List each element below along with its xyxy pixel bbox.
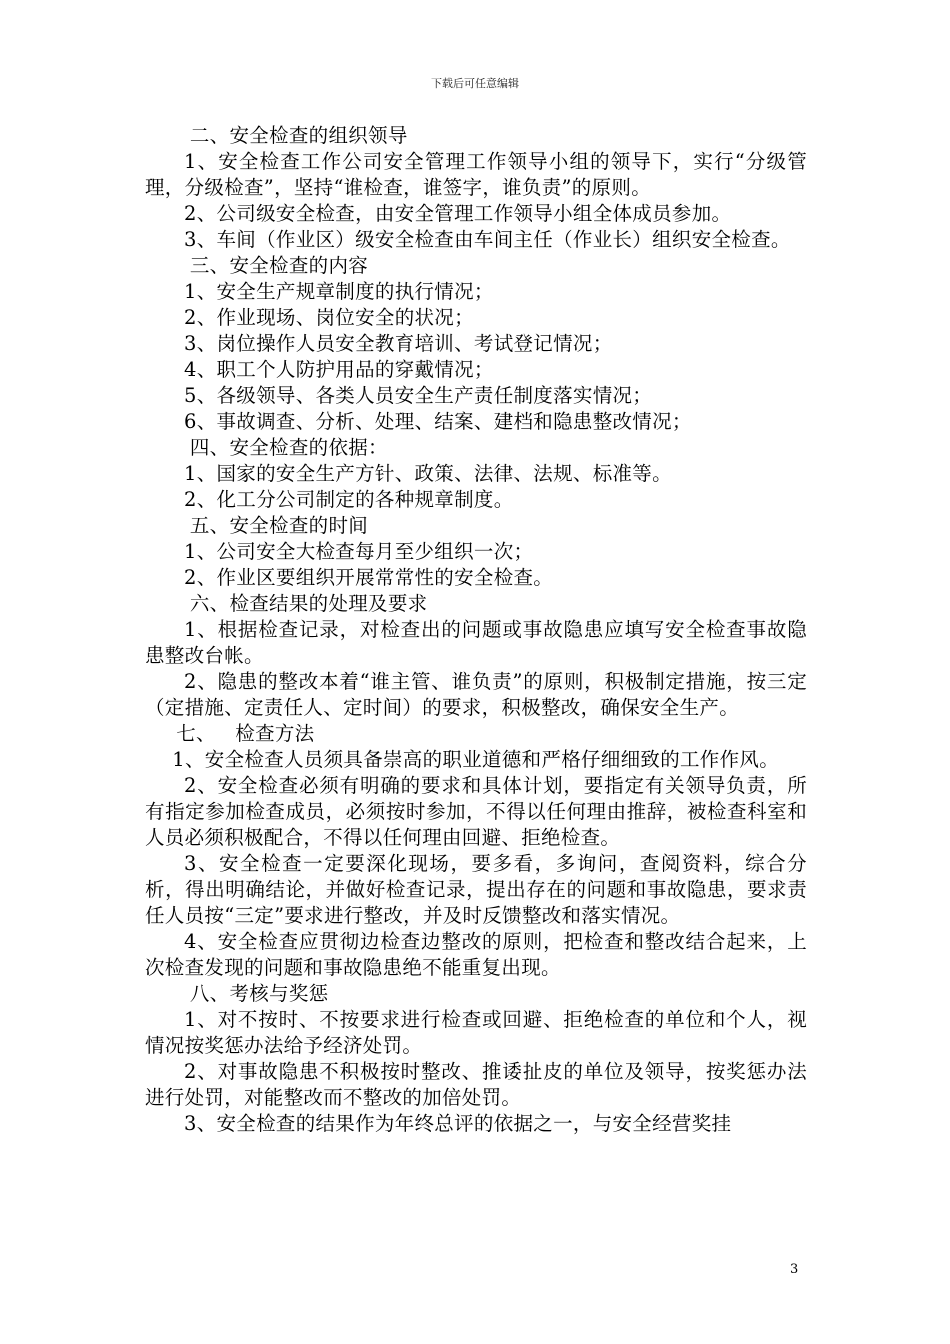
paragraph: 3、安全检查的结果作为年终总评的依据之一，与安全经营奖挂: [184, 1112, 732, 1135]
paragraph: 2、安全检查必须有明确的要求和具体计划，要指定有关领导负责，所有指定参加检查成员，必须按时参加，不得以任何理由推辞，被检查科室和人员必须积极配合，不得以任何理由回避、拒绝检查。: [145, 774, 807, 849]
paragraph: 2、公司级安全检查，由安全管理工作领导小组全体成员参加。: [184, 202, 732, 225]
list-item: 4、职工个人防护用品的穿戴情况；: [184, 358, 494, 381]
section-heading-8: 八、考核与奖惩: [189, 982, 329, 1005]
section-heading-7: 七、 检查方法: [176, 722, 315, 745]
paragraph: 1、根据检查记录，对检查出的问题或事故隐患应填写安全检查事故隐患整改台帐。: [145, 618, 807, 667]
section-heading-5: 五、安全检查的时间: [189, 514, 369, 537]
document-body: [145, 123, 807, 1137]
paragraph: 4、安全检查应贯彻边检查边整改的原则，把检查和整改结合起来，上次检查发现的问题和事故隐患绝不能重复出现。: [145, 930, 807, 979]
list-item: 3、岗位操作人员安全教育培训、考试登记情况；: [184, 332, 613, 355]
list-item: 1、国家的安全生产方针、政策、法律、法规、标准等。: [184, 462, 672, 485]
list-item: 5、各级领导、各类人员安全生产责任制度落实情况；: [184, 384, 653, 407]
section-heading-6: 六、检查结果的处理及要求: [189, 592, 428, 615]
page-header: 下载后可任意编辑: [431, 77, 519, 90]
list-item: 1、安全生产规章制度的执行情况；: [184, 280, 494, 303]
paragraph: 1、对不按时、不按要求进行检查或回避、拒绝检查的单位和个人，视情况按奖惩办法给予经济处罚。: [145, 1008, 807, 1057]
paragraph: 3、安全检查一定要深化现场，要多看，多询问，查阅资料，综合分析，得出明确结论，并做好检查记录，提出存在的问题和事故隐患，要求责任人员按“三定”要求进行整改，并及时反馈整改和落实情况。: [145, 852, 807, 927]
page-number: 3: [790, 1262, 799, 1277]
section-heading-4: 四、安全检查的依据：: [189, 436, 388, 459]
list-item: 2、作业区要组织开展常常性的安全检查。: [184, 566, 554, 589]
list-item: 1、公司安全大检查每月至少组织一次；: [184, 540, 534, 563]
paragraph: 2、隐患的整改本着“谁主管、谁负责”的原则，积极制定措施，按三定（定措施、定责任人、定时间）的要求，积极整改，确保安全生产。: [145, 670, 807, 719]
list-item: 6、事故调查、分析、处理、结案、建档和隐患整改情况；: [184, 410, 692, 433]
paragraph: 3、车间（作业区）级安全检查由车间主任（作业长）组织安全检查。: [184, 228, 791, 251]
paragraph: 2、对事故隐患不积极按时整改、推诿扯皮的单位及领导，按奖惩办法进行处罚，对能整改而不整改的加倍处罚。: [145, 1060, 807, 1109]
list-item: 2、作业现场、岗位安全的状况；: [184, 306, 474, 329]
section-heading-3: 三、安全检查的内容: [189, 254, 369, 277]
paragraph: 1、安全检查人员须具备崇高的职业道德和严格仔细细致的工作作风。: [172, 748, 780, 771]
section-heading-2: 二、安全检查的组织领导: [189, 124, 408, 147]
list-item: 2、化工分公司制定的各种规章制度。: [184, 488, 514, 511]
paragraph: 1、安全检查工作公司安全管理工作领导小组的领导下，实行“分级管理，分级检查”，坚持“谁检查，谁签字，谁负责”的原则。: [145, 150, 807, 199]
